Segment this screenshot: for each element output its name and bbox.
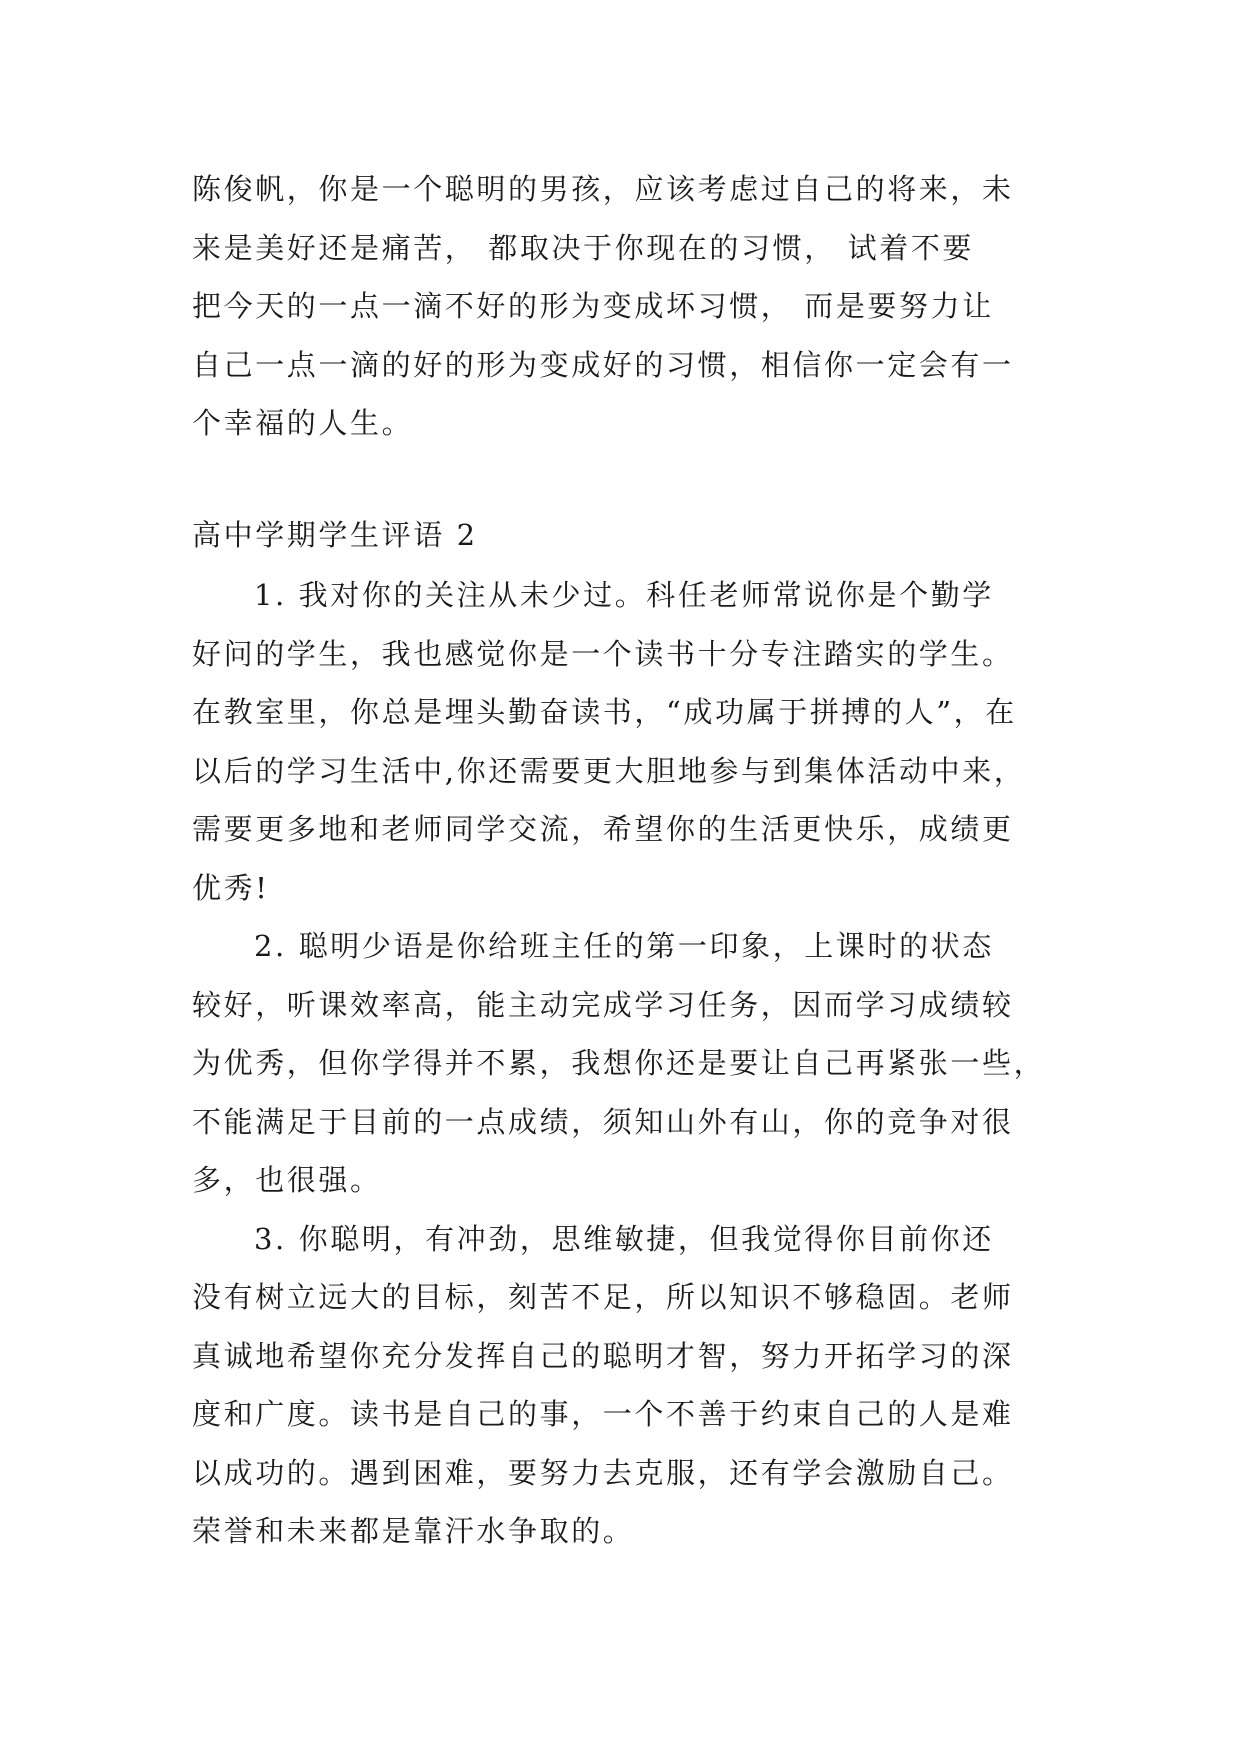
paragraph-line: 好问的学生，我也感觉你是一个读书十分专注踏实的学生。 — [192, 636, 1014, 671]
paragraph-line: 为优秀，但你学得并不累，我想你还是要让自己再紧张一些， — [192, 1046, 1046, 1080]
paragraph-line: 在教室里，你总是埋头勤奋读书，“成功属于拼搏的人”，在 — [192, 695, 1017, 729]
section-heading: 高中学期学生评语 2 — [192, 518, 478, 552]
paragraph-line: 以后的学习生活中,你还需要更大胆地参与到集体活动中来， — [192, 753, 1026, 788]
intro-paragraph — [192, 160, 1072, 453]
paragraph-line: 荣誉和未来都是靠汗水争取的。 — [192, 1514, 635, 1548]
paragraph-line: 1. 我对你的关注从未少过。科任老师常说你是个勤学 — [254, 578, 994, 612]
paragraph-line: 个幸福的人生。 — [192, 406, 414, 440]
comment-item-2 — [192, 917, 1072, 1210]
paragraph-line: 陈俊帆，你是一个聪明的男孩，应该考虑过自己的将来，未 — [192, 172, 1014, 206]
paragraph-line: 3. 你聪明，有冲劲，思维敏捷，但我觉得你目前你还 — [254, 1221, 994, 1256]
paragraph-line: 以成功的。遇到困难，要努力去克服，还有学会激励自己。 — [192, 1455, 1014, 1490]
paragraph-line: 把今天的一点一滴不好的形为变成坏习惯， 而是要努力让 — [192, 289, 994, 323]
paragraph-line: 较好，听课效率高，能主动完成学习任务，因而学习成绩较 — [192, 987, 1014, 1022]
paragraph-line: 没有树立远大的目标，刻苦不足，所以知识不够稳固。老师 — [192, 1280, 1014, 1314]
paragraph-line: 多，也很强。 — [192, 1163, 382, 1197]
comment-item-1 — [192, 566, 1072, 917]
paragraph-line: 来是美好还是痛苦， 都取决于你现在的习惯， 试着不要 — [192, 230, 975, 265]
comments-list — [192, 566, 1072, 1561]
paragraph-line: 2. 聪明少语是你给班主任的第一印象，上课时的状态 — [254, 929, 994, 963]
paragraph-line: 不能满足于目前的一点成绩，须知山外有山，你的竞争对很 — [192, 1104, 1014, 1139]
comment-item-3 — [192, 1210, 1072, 1561]
paragraph-line: 自己一点一滴的好的形为变成好的习惯，相信你一定会有一 — [192, 347, 1014, 382]
paragraph-line: 优秀! — [192, 870, 270, 905]
paragraph-line: 度和广度。读书是自己的事，一个不善于约束自己的人是难 — [192, 1397, 1014, 1431]
paragraph-line: 需要更多地和老师同学交流，希望你的生活更快乐，成绩更 — [192, 812, 1014, 846]
paragraph-line: 真诚地希望你充分发挥自己的聪明才智，努力开拓学习的深 — [192, 1338, 1014, 1373]
